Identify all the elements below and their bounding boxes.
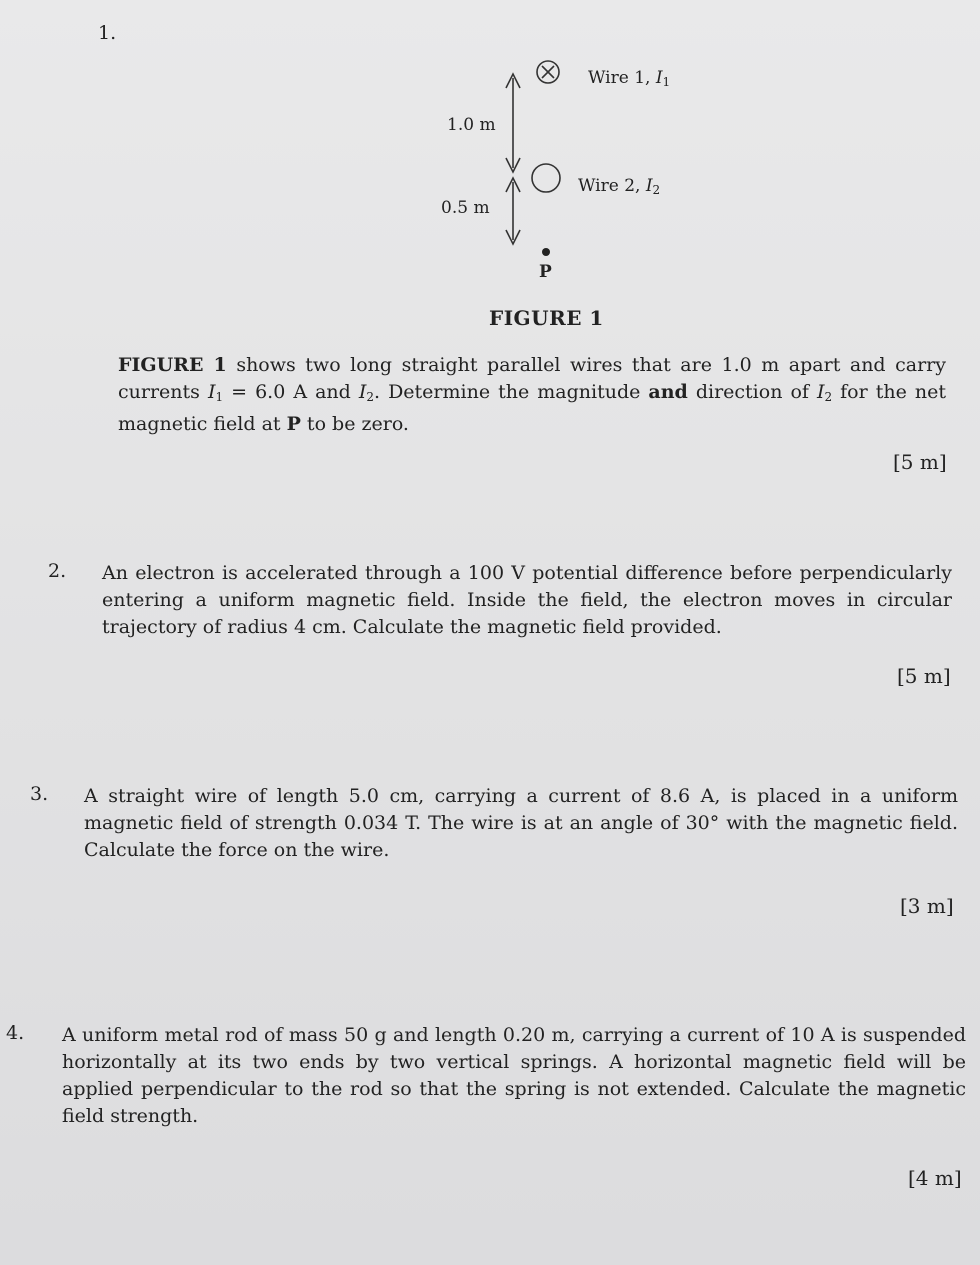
question-1-marks: [5 m] <box>893 450 947 474</box>
question-4-marks: [4 m] <box>908 1166 962 1190</box>
figure-caption: FIGURE 1 <box>489 306 604 330</box>
question-4-number: 4. <box>6 1022 25 1044</box>
wire-1-label: Wire 1, $I_1$ <box>588 68 671 89</box>
distance-arrow-2 <box>506 178 520 244</box>
wire-2-icon <box>532 164 560 192</box>
question-2-text: An electron is accelerated through a 100 V potential difference before perpendicularly entering a uniform magnetic field. Inside the field, the electron moves in circular trajectory of radius 4 cm. Calculate the magnetic field provided. <box>102 562 952 638</box>
wire-1-into-page-icon <box>537 61 559 83</box>
question-1-number: 1. <box>98 22 117 44</box>
question-3-marks: [3 m] <box>900 894 954 918</box>
figure-1-diagram <box>0 0 980 340</box>
question-1-text: FIGURE 1 shows two long straight parallel wires that are 1.0 m apart and carry currents $I_1 = 6.0$ A and $I_2$. Determine the magnitude and direction of $I_2$ for the net magnetic field at P to be zero. <box>118 354 946 435</box>
question-4-text: A uniform metal rod of mass 50 g and length 0.20 m, carrying a current of 10 A is suspended horizontally at its two ends by two vertical springs. A horizontal magnetic field will be applied perpendicular to the rod so that the spring is not extended. Calculate the magnetic field strength. <box>62 1024 966 1127</box>
distance-arrow-1 <box>506 74 520 172</box>
question-2-number: 2. <box>48 560 67 582</box>
question-2-marks: [5 m] <box>897 664 951 688</box>
point-p-dot <box>542 248 550 256</box>
question-3-text: A straight wire of length 5.0 cm, carrying a current of 8.6 A, is placed in a uniform magnetic field of strength 0.034 T. The wire is at an angle of 30° with the magnetic field. Calculate the force on the wire. <box>84 785 958 861</box>
question-3-number: 3. <box>30 783 49 805</box>
distance-label-1: 1.0 m <box>447 115 496 135</box>
point-p-label: P <box>539 262 552 282</box>
distance-label-2: 0.5 m <box>441 198 490 218</box>
wire-2-label: Wire 2, $I_2$ <box>578 176 661 197</box>
